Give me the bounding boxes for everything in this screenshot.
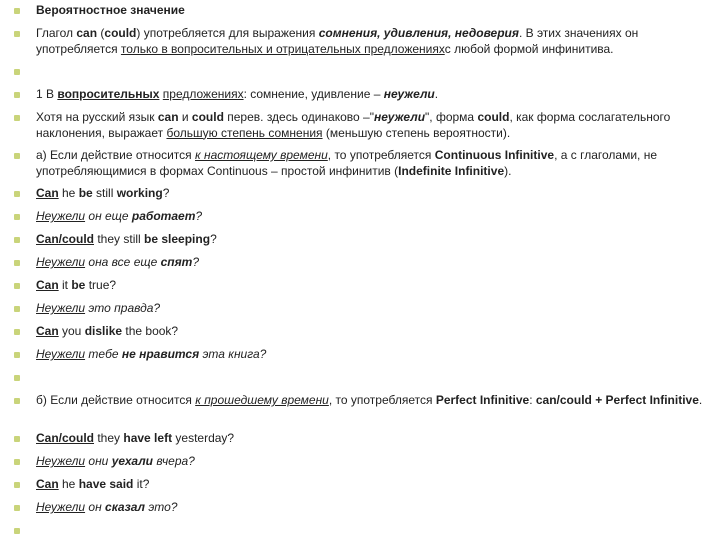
list-item-empty — [14, 523, 712, 546]
bullet-icon — [14, 398, 20, 404]
bullet-icon — [14, 214, 20, 220]
bullet-icon — [14, 436, 20, 442]
list-item-example — [14, 477, 712, 500]
list-item-example — [14, 186, 712, 209]
text-segment: б) Если действие относится — [36, 393, 196, 407]
text-segment: Неужели — [36, 301, 86, 315]
text-segment: , а с глаголами, не употребляющимися в формах Continuous – простой инфинитив ( — [36, 148, 657, 178]
text-segment: предложениях — [162, 87, 244, 101]
text-segment: Indefinite Infinitive — [398, 163, 505, 178]
text-segment: тебе — [85, 347, 122, 361]
text-segment: you — [58, 324, 85, 338]
line-text — [36, 255, 199, 269]
text-segment: большую степень сомнения — [166, 125, 323, 140]
text-segment: Can — [36, 278, 59, 292]
text-segment: , то употребляется — [328, 393, 436, 407]
line-text — [36, 324, 178, 338]
bullet-icon — [14, 482, 20, 488]
list-item-translation — [14, 255, 712, 278]
text-segment: к настоящему времени — [194, 148, 328, 162]
text-segment: уехали — [111, 454, 154, 468]
text-segment: can/could + Perfect Infinitive — [535, 393, 699, 407]
bullet-icon — [14, 31, 20, 37]
list-item-example — [14, 324, 712, 347]
bullet-icon — [14, 352, 20, 358]
text-segment: , то употребляется — [327, 148, 435, 162]
bullet-icon — [14, 329, 20, 335]
text-segment: it? — [133, 477, 150, 491]
text-segment: have said — [78, 477, 134, 491]
line-text — [36, 186, 169, 200]
text-segment: , как форма сослагательного наклонения, выражает — [36, 110, 671, 140]
line-text — [36, 454, 195, 468]
text-segment: (меньшую степень вероятности). — [322, 125, 511, 140]
text-segment: Can/could — [36, 232, 95, 246]
text-segment: а) Если действие относится — [36, 148, 195, 162]
bullet-list — [14, 3, 712, 546]
text-segment: 1 В — [36, 87, 58, 101]
text-segment: спят — [160, 255, 193, 269]
list-item-example — [14, 232, 712, 255]
bullet-icon — [14, 306, 20, 312]
text-segment: Perfect Infinitive — [435, 393, 530, 407]
line-text — [36, 393, 702, 407]
text-segment: и — [178, 110, 192, 124]
list-item — [14, 148, 712, 186]
text-segment: Неужели — [36, 500, 86, 514]
text-segment: сказал — [105, 500, 145, 514]
text-segment: это? — [145, 500, 178, 514]
text-segment: она все еще — [85, 255, 161, 269]
bullet-icon — [14, 69, 20, 75]
line-text — [36, 3, 185, 17]
list-item-translation — [14, 500, 712, 523]
line-text — [36, 232, 217, 246]
text-segment: they still — [94, 232, 145, 246]
line-text — [36, 110, 670, 140]
list-item — [14, 87, 712, 110]
text-segment: он еще — [85, 209, 132, 223]
bullet-icon — [14, 115, 20, 121]
text-segment: be — [78, 186, 93, 200]
text-segment: Неужели — [36, 255, 86, 269]
text-segment: yesterday? — [172, 431, 235, 445]
text-segment: Вероятностное значение — [36, 3, 185, 17]
text-segment: be — [71, 278, 86, 292]
bullet-icon — [14, 191, 20, 197]
text-segment: still — [92, 186, 117, 200]
text-segment: have left — [123, 431, 173, 445]
line-text — [36, 209, 202, 223]
text-segment: сомнения, удивления, недоверия — [318, 26, 519, 40]
line-text — [36, 148, 657, 178]
text-segment: это правда? — [85, 301, 161, 315]
bullet-icon — [14, 153, 20, 159]
list-item-translation — [14, 301, 712, 324]
text-segment: : — [529, 393, 536, 407]
text-segment: ? — [192, 255, 200, 269]
text-segment: they — [94, 431, 124, 445]
text-segment: : сомнение, удивление – — [243, 87, 384, 101]
text-segment: . — [434, 87, 439, 101]
line-text — [36, 87, 438, 101]
line-text — [36, 301, 160, 315]
line-text — [36, 500, 177, 514]
text-segment: dislike — [84, 324, 123, 338]
text-segment: перев. здесь одинаково –" — [223, 110, 374, 124]
list-item-example — [14, 278, 712, 301]
text-segment: it — [58, 278, 72, 292]
list-item — [14, 393, 712, 431]
text-segment: к прошедшему времени — [195, 393, 329, 407]
text-segment: Continuous Infinitive — [434, 148, 555, 162]
text-segment: Хотя на русский язык — [36, 110, 158, 124]
line-text — [36, 347, 266, 361]
text-segment: ) употребляется для выражения — [136, 26, 319, 40]
text-segment: он — [85, 500, 106, 514]
list-item-heading — [14, 3, 712, 26]
text-segment: ). — [504, 163, 512, 178]
text-segment: неужели — [373, 110, 426, 124]
text-segment: Глагол — [36, 26, 77, 40]
text-segment: ( — [97, 26, 105, 40]
text-segment: Can — [36, 477, 59, 491]
text-segment: be sleeping — [144, 232, 211, 246]
text-segment: true? — [85, 278, 117, 292]
text-segment: working — [116, 186, 163, 200]
line-text — [36, 278, 116, 292]
bullet-icon — [14, 237, 20, 243]
text-segment: the book? — [122, 324, 179, 338]
list-item-translation — [14, 454, 712, 477]
text-segment: can — [157, 110, 179, 124]
text-segment: они — [85, 454, 112, 468]
text-segment: Can — [36, 186, 59, 200]
text-segment: только в вопросительных и отрицательных предложениях — [120, 41, 445, 56]
list-item — [14, 110, 712, 148]
text-segment: could — [191, 110, 224, 124]
text-segment: could — [477, 110, 510, 124]
text-segment: ? — [162, 186, 170, 200]
text-segment: Неужели — [36, 454, 86, 468]
bullet-icon — [14, 283, 20, 289]
text-segment: ? — [195, 209, 203, 223]
list-item-empty — [14, 370, 712, 393]
text-segment: Can — [36, 324, 59, 338]
bullet-icon — [14, 92, 20, 98]
list-item — [14, 26, 712, 64]
bullet-icon — [14, 260, 20, 266]
text-segment: эта книга? — [199, 347, 267, 361]
bullet-icon — [14, 8, 20, 14]
text-segment: Неужели — [36, 347, 86, 361]
text-segment: ? — [210, 232, 217, 246]
text-segment: can — [76, 26, 98, 40]
line-text — [36, 431, 234, 445]
text-segment: вопросительных — [57, 87, 160, 101]
text-segment: Неужели — [36, 209, 86, 223]
line-text — [36, 26, 638, 56]
text-segment: he — [58, 186, 79, 200]
text-segment: he — [58, 477, 79, 491]
text-segment: работает — [131, 209, 196, 223]
bullet-icon — [14, 505, 20, 511]
text-segment: не нравится — [121, 347, 200, 361]
line-text — [36, 477, 149, 491]
list-item-translation — [14, 209, 712, 232]
bullet-icon — [14, 459, 20, 465]
text-segment: Can/could — [36, 431, 95, 445]
bullet-icon — [14, 528, 20, 534]
text-segment: ", форма — [425, 110, 478, 124]
text-segment: . В этих значениях он употребляется — [36, 26, 639, 56]
list-item-example — [14, 431, 712, 454]
text-segment: неужели — [383, 87, 435, 101]
bullet-icon — [14, 375, 20, 381]
list-item-translation — [14, 347, 712, 370]
text-segment: вчера? — [153, 454, 195, 468]
text-segment: с любой формой инфинитива. — [444, 41, 614, 56]
text-segment: . — [698, 393, 703, 407]
text-segment: could — [104, 26, 137, 40]
list-item-empty — [14, 64, 712, 87]
